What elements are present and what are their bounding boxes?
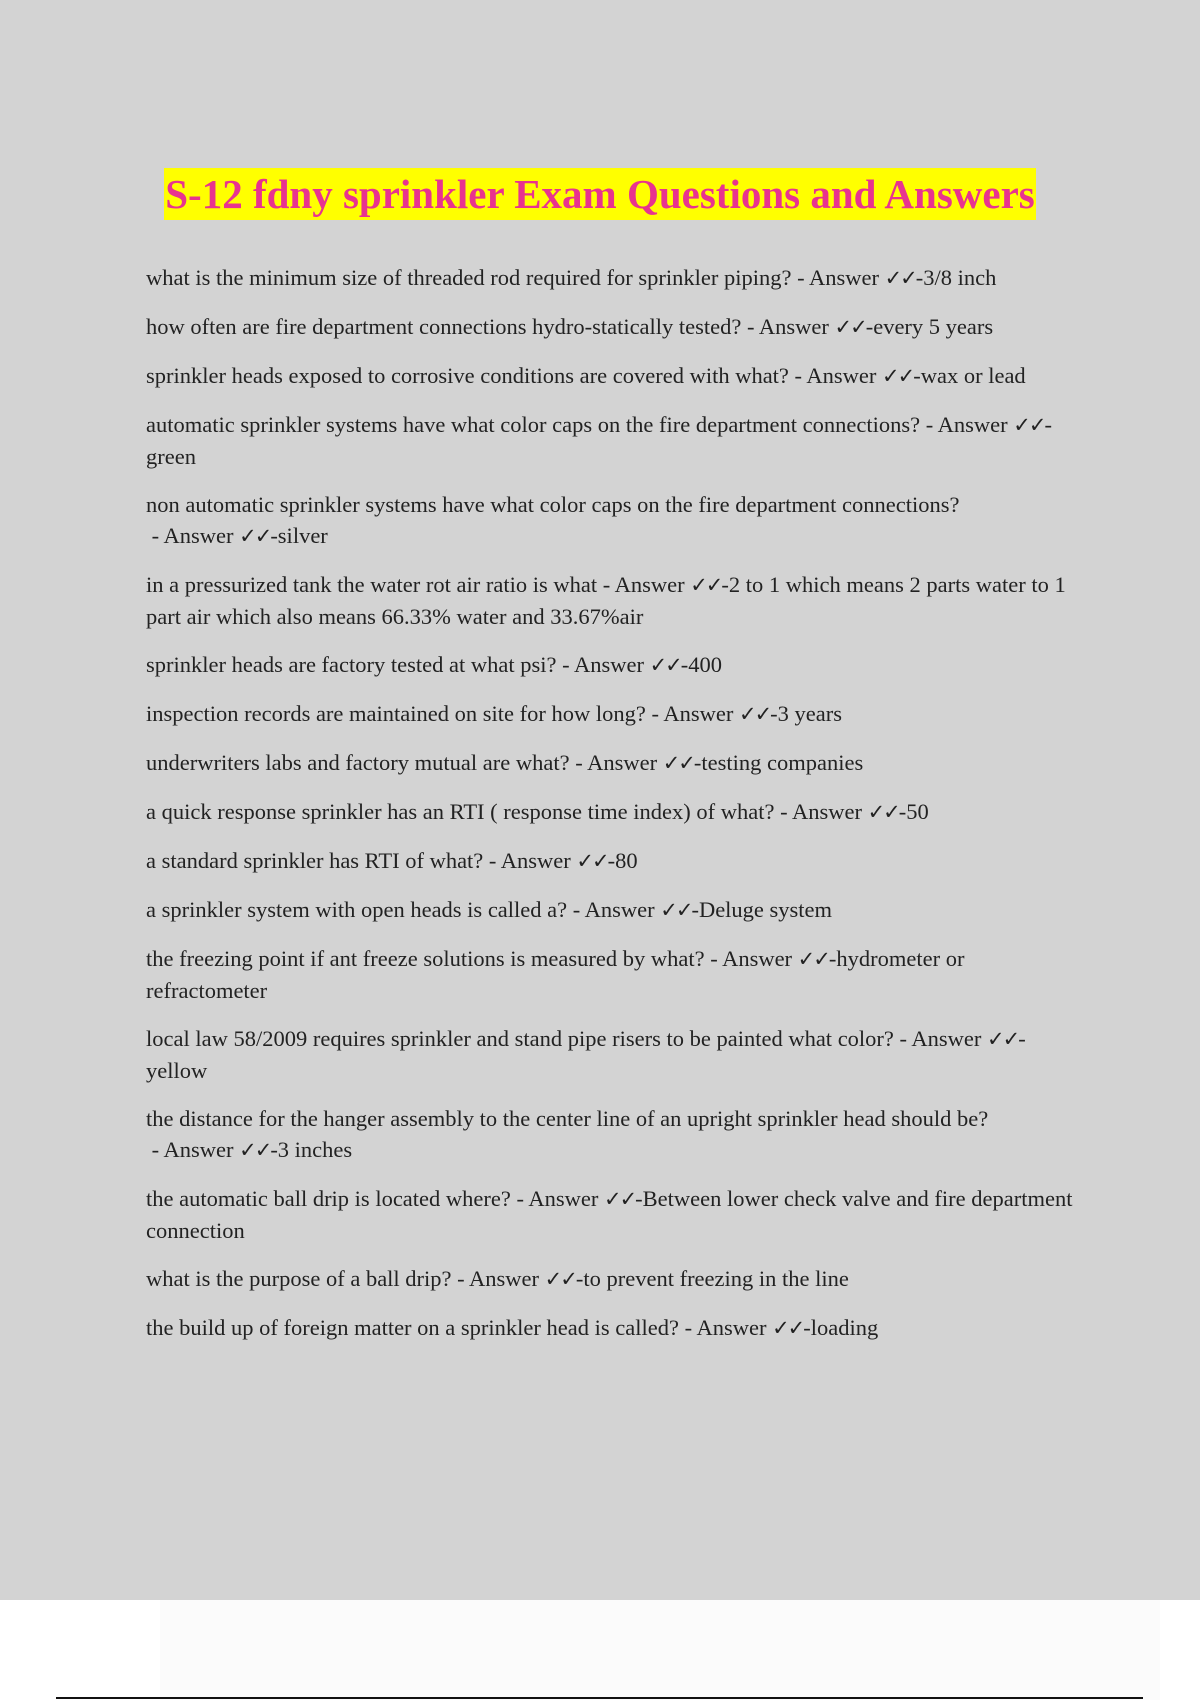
qa-question: a standard sprinkler has RTI of what? (146, 848, 484, 873)
qa-question: what is the minimum size of threaded rod required for sprinkler piping? (146, 265, 792, 290)
qa-answer: -wax or lead (913, 363, 1026, 388)
qa-question: in a pressurized tank the water rot air ratio is what (146, 572, 598, 597)
answer-prefix: - Answer (510, 1186, 604, 1211)
answer-prefix: - Answer (597, 572, 691, 597)
qa-item (146, 943, 1076, 1006)
answer-prefix: - Answer (893, 1026, 988, 1051)
qa-item (146, 1312, 1076, 1344)
title-wrap (0, 168, 1200, 220)
footer-divider (56, 1697, 1143, 1699)
double-check-icon: ✓✓ (660, 898, 692, 922)
qa-answer: -3 inches (270, 1137, 353, 1162)
qa-item (146, 1103, 1076, 1166)
qa-answer: -silver (270, 523, 328, 548)
double-check-icon: ✓✓ (1013, 413, 1045, 437)
qa-question: a sprinkler system with open heads is called a? (146, 897, 568, 922)
qa-question: inspection records are maintained on site for how long? (146, 701, 646, 726)
double-check-icon: ✓✓ (239, 1138, 271, 1162)
qa-answer: -loading (803, 1315, 879, 1340)
document-title: S-12 fdny sprinkler Exam Questions and Answers (164, 168, 1036, 220)
qa-answer: -yellow (146, 1026, 1026, 1083)
qa-question: a quick response sprinkler has an RTI ( response time index) of what? (146, 799, 775, 824)
double-check-icon: ✓✓ (867, 800, 899, 824)
answer-prefix: - Answer (645, 701, 739, 726)
qa-question: sprinkler heads are factory tested at what psi? (146, 652, 557, 677)
answer-prefix: - Answer (741, 314, 835, 339)
qa-question: local law 58/2009 requires sprinkler and stand pipe risers to be painted what color? (146, 1026, 894, 1051)
qa-item (146, 796, 1076, 828)
double-check-icon: ✓✓ (603, 1187, 636, 1211)
qa-answer: -3 years (770, 701, 843, 726)
qa-answer: -400 (680, 652, 723, 677)
qa-question: sprinkler heads exposed to corrosive conditions are covered with what? (146, 363, 789, 388)
qa-question: automatic sprinkler systems have what color caps on the fire department connections? (146, 412, 921, 437)
answer-prefix: - Answer (704, 946, 798, 971)
answer-prefix: - Answer (774, 799, 868, 824)
double-check-icon: ✓✓ (797, 947, 829, 971)
answer-prefix: - Answer (569, 750, 663, 775)
qa-item (146, 1183, 1076, 1246)
answer-prefix: - Answer (920, 412, 1014, 437)
qa-item (146, 894, 1076, 926)
double-check-icon: ✓✓ (649, 653, 681, 677)
answer-prefix: - Answer (146, 523, 240, 548)
qa-item (146, 747, 1076, 779)
qa-item (146, 489, 1076, 552)
double-check-icon: ✓✓ (884, 266, 916, 290)
qa-answer: -green (146, 412, 1052, 469)
answer-prefix: - Answer (788, 363, 883, 388)
double-check-icon: ✓✓ (987, 1027, 1019, 1051)
qa-question: the automatic ball drip is located where? (146, 1186, 511, 1211)
answer-prefix: - Answer (451, 1266, 545, 1291)
qa-answer: -every 5 years (865, 314, 994, 339)
qa-item (146, 1023, 1076, 1086)
answer-prefix: - Answer (791, 265, 885, 290)
qa-item (146, 409, 1076, 472)
double-check-icon: ✓✓ (834, 315, 866, 339)
qa-question: what is the purpose of a ball drip? (146, 1266, 452, 1291)
double-check-icon: ✓✓ (239, 524, 271, 548)
qa-question: non automatic sprinkler systems have what color caps on the fire department connections? (146, 492, 960, 517)
qa-item (146, 845, 1076, 877)
qa-question: the distance for the hanger assembly to the center line of an upright sprinkler head should be? (146, 1106, 989, 1131)
answer-prefix: - Answer (556, 652, 650, 677)
qa-question: the build up of foreign matter on a sprinkler head is called? (146, 1315, 679, 1340)
double-check-icon: ✓✓ (576, 849, 608, 873)
double-check-icon: ✓✓ (882, 364, 914, 388)
qa-answer: -Deluge system (691, 897, 833, 922)
footer-area (160, 1600, 1160, 1700)
answer-prefix: - Answer (567, 897, 661, 922)
qa-answer: -2 to 1 which means 2 parts water to 1 part air which also means 66.33% water and 33.67%air (146, 572, 1066, 629)
qa-answer: -3/8 inch (915, 265, 997, 290)
answer-prefix: - Answer (483, 848, 577, 873)
double-check-icon: ✓✓ (772, 1316, 804, 1340)
qa-item (146, 1263, 1076, 1295)
qa-question: underwriters labs and factory mutual are what? (146, 750, 570, 775)
answer-prefix: - Answer (678, 1315, 773, 1340)
qa-answer: -to prevent freezing in the line (575, 1266, 849, 1291)
qa-answer: -testing companies (693, 750, 864, 775)
qa-item (146, 569, 1076, 632)
double-check-icon: ✓✓ (544, 1267, 576, 1291)
double-check-icon: ✓✓ (738, 702, 771, 726)
double-check-icon: ✓✓ (662, 751, 694, 775)
qa-item (146, 311, 1076, 343)
qa-answer: -80 (607, 848, 638, 873)
double-check-icon: ✓✓ (690, 573, 722, 597)
qa-answer: -hydrometer or refractometer (146, 946, 965, 1003)
qa-item (146, 360, 1076, 392)
qa-question: the freezing point if ant freeze solutions is measured by what? (146, 946, 705, 971)
qa-answer: -50 (898, 799, 929, 824)
qa-item (146, 698, 1076, 730)
qa-answer: -Between lower check valve and fire department connection (146, 1186, 1073, 1243)
qa-item (146, 262, 1076, 294)
answer-prefix: - Answer (146, 1137, 240, 1162)
qa-item (146, 649, 1076, 681)
qa-question: how often are fire department connections hydro-statically tested? (146, 314, 742, 339)
qa-list (146, 262, 1076, 1361)
